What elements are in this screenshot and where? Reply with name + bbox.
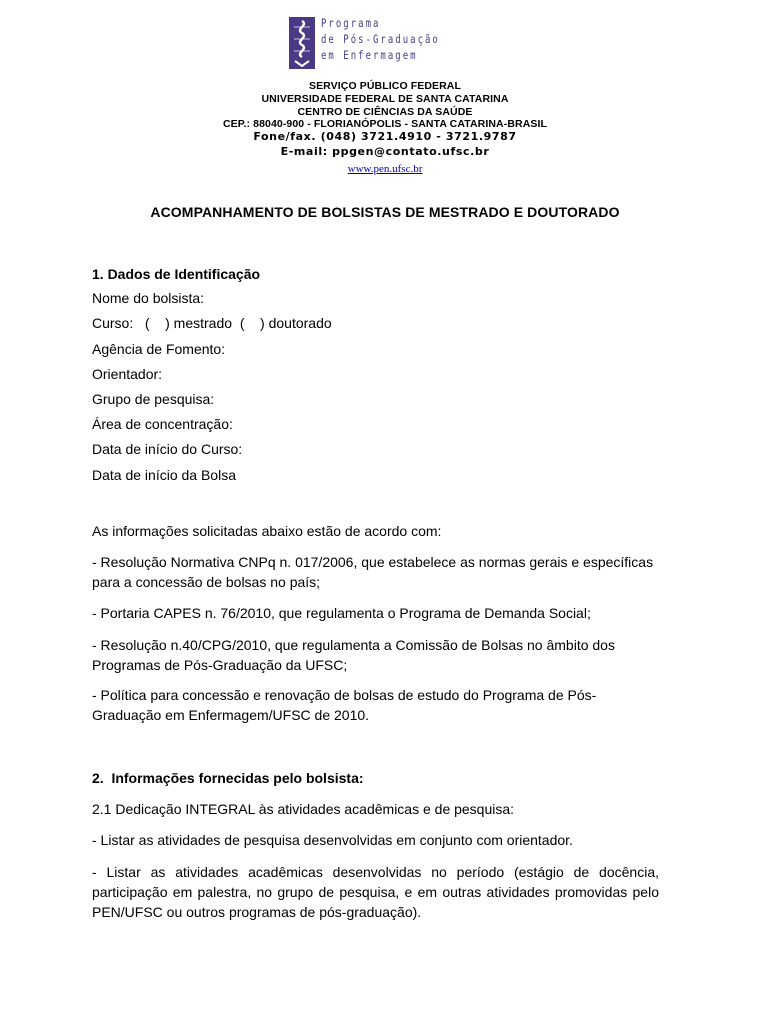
field-funding-agency: Agência de Fomento:: [92, 341, 226, 357]
section-2-item-research: - Listar as atividades de pesquisa desenvolvidas em conjunto com orientador.: [92, 832, 573, 848]
logo-line-3: em Enfermagem: [321, 48, 418, 62]
field-course: Curso: ( ) mestrado ( ) doutorado: [92, 315, 332, 331]
section-2-heading: 2. Informações fornecidas pelo bolsista:: [92, 770, 364, 786]
field-advisor: Orientador:: [92, 366, 163, 382]
header-line-address: CEP.: 88040-900 - FLORIANÓPOLIS - SANTA CATARINA-BRASIL: [222, 118, 548, 130]
info-item-capes: - Portaria CAPES n. 76/2010, que regulamenta o Programa de Demanda Social;: [92, 605, 591, 621]
logo-text: [321, 15, 440, 63]
section-1-heading: 1. Dados de Identificação: [92, 266, 261, 282]
field-concentration-area: Área de concentração:: [92, 416, 233, 432]
header-website-row: [0, 159, 770, 177]
info-item-cnpq: - Resolução Normativa CNPq n. 017/2006, que estabelece as normas gerais e específicas para a concessão de bolsas no país;: [92, 554, 654, 590]
header-line-center: CENTRO DE CIÊNCIAS DA SAÚDE: [297, 106, 473, 118]
info-item-cpg: - Resolução n.40/CPG/2010, que regulamenta a Comissão de Bolsas no âmbito dos Programas de Pós-Graduação da UFSC;: [92, 637, 615, 673]
field-scholarship-start-date: Data de início da Bolsa: [92, 467, 236, 483]
website-link[interactable]: www.pen.ufsc.br: [347, 163, 423, 175]
section-2-1-subheading: 2.1 Dedicação INTEGRAL às atividades acadêmicas e de pesquisa:: [92, 801, 515, 817]
program-logo: [289, 15, 489, 70]
header-phone: Fone/fax. (048) 3721.4910 - 3721.9787: [253, 130, 517, 143]
logo-line-1: Programa: [321, 16, 381, 30]
info-intro: As informações solicitadas abaixo estão de acordo com:: [92, 523, 442, 539]
info-item-policy: - Política para concessão e renovação de bolsas de estudo do Programa de Pós-Graduação em Enfermagem/UFSC de 2010.: [92, 687, 597, 723]
field-scholarship-holder-name: Nome do bolsista:: [92, 290, 205, 306]
logo-line-2: de Pós-Graduação: [321, 32, 440, 46]
header-email: E-mail: ppgen@contato.ufsc.br: [280, 145, 490, 158]
field-course-start-date: Data de início do Curso:: [92, 441, 243, 457]
section-2-item-academic: - Listar as atividades acadêmicas desenvolvidas no período (estágio de docência, participação em palestra, no grupo de pesquisa, e em outras atividades promovidas pelo PEN/UFSC ou outros programas de pós-graduação).: [92, 864, 659, 920]
field-research-group: Grupo de pesquisa:: [92, 391, 215, 407]
header-line-university: UNIVERSIDADE FEDERAL DE SANTA CATARINA: [261, 93, 509, 105]
nursing-program-emblem-icon: [289, 17, 315, 69]
header-line-federal: SERVIÇO PÚBLICO FEDERAL: [308, 80, 462, 92]
document-title: ACOMPANHAMENTO DE BOLSISTAS DE MESTRADO E DOUTORADO: [150, 204, 620, 220]
